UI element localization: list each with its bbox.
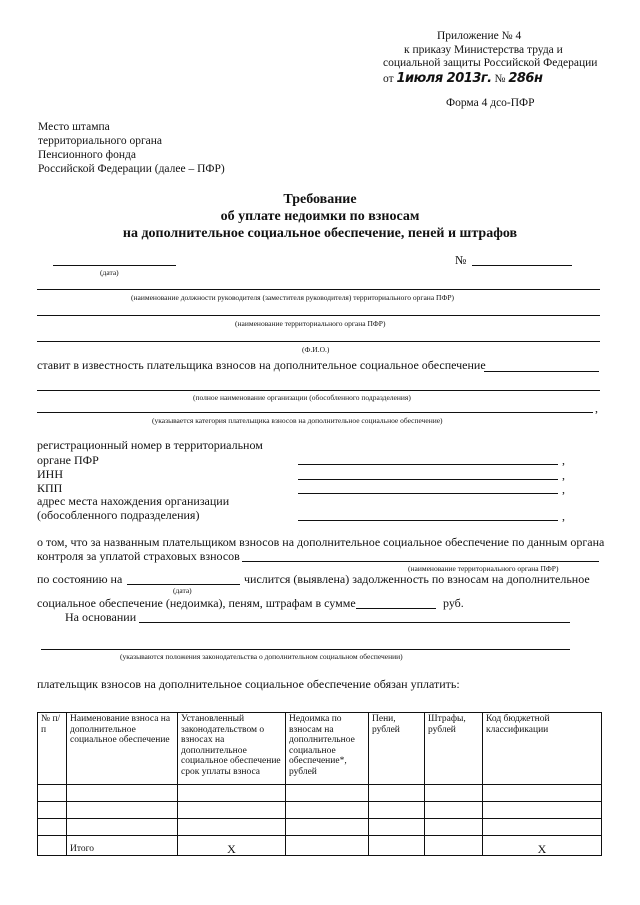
legislation-field[interactable] bbox=[41, 649, 570, 650]
table-total-row bbox=[38, 836, 602, 856]
total-x-mark-1: Х bbox=[178, 836, 286, 856]
table-row bbox=[38, 819, 602, 836]
date-prefix: от bbox=[383, 73, 394, 85]
legislation-caption: (указываются положения законодательства о дополнительном социальном обеспечении) bbox=[120, 652, 403, 661]
cell[interactable] bbox=[67, 802, 178, 819]
stamp-line-2: территориального органа bbox=[38, 135, 163, 147]
header-contribution-name: Наименование взноса на дополнительное социальное обеспечение bbox=[67, 713, 178, 785]
fio-caption: (Ф.И.О.) bbox=[302, 345, 330, 354]
para-2-end: числится (выявлена) задолженность по взносам на дополнительное bbox=[244, 572, 590, 586]
reg-number-field[interactable] bbox=[298, 464, 558, 465]
organ-name-line[interactable] bbox=[37, 315, 600, 316]
total-arrears-cell[interactable] bbox=[286, 836, 369, 856]
total-fines-cell[interactable] bbox=[425, 836, 483, 856]
cell[interactable] bbox=[38, 785, 67, 802]
cell[interactable] bbox=[369, 802, 425, 819]
informs-text: ставит в известность плательщика взносов на дополнительное социальное обеспечение bbox=[37, 358, 486, 372]
cell[interactable] bbox=[286, 802, 369, 819]
reg-number-label: регистрационный номер в территориальном bbox=[37, 438, 263, 452]
cell[interactable] bbox=[425, 819, 483, 836]
header-penalties: Пени, рублей bbox=[369, 713, 425, 785]
cell[interactable] bbox=[369, 785, 425, 802]
cell bbox=[38, 836, 67, 856]
cell[interactable] bbox=[483, 819, 602, 836]
payer-category-line[interactable] bbox=[37, 412, 593, 413]
cell[interactable] bbox=[178, 785, 286, 802]
amount-field[interactable] bbox=[356, 608, 436, 609]
cell[interactable] bbox=[483, 785, 602, 802]
table-row bbox=[38, 802, 602, 819]
basis-field[interactable] bbox=[139, 622, 570, 623]
stamp-line-4: Российской Федерации (далее – ПФР) bbox=[38, 163, 225, 175]
para-3-start: социальное обеспечение (недоимка), пеням, штрафам в сумме bbox=[37, 596, 356, 610]
cell[interactable] bbox=[67, 819, 178, 836]
kpp-label: КПП bbox=[37, 481, 63, 495]
comma: , bbox=[595, 401, 598, 415]
cell[interactable] bbox=[286, 785, 369, 802]
fio-line[interactable] bbox=[37, 341, 600, 342]
total-label: Итого bbox=[67, 836, 178, 856]
comma: , bbox=[562, 468, 565, 482]
cell[interactable] bbox=[369, 819, 425, 836]
header-due-date: Установленный законодательством о взносах на дополнительное социальное обеспечение срок уплаты взноса bbox=[178, 713, 286, 785]
cell[interactable] bbox=[178, 802, 286, 819]
as-of-date-field[interactable] bbox=[127, 584, 240, 585]
cell[interactable] bbox=[425, 785, 483, 802]
number-sign: № bbox=[455, 253, 467, 267]
header-arrears: Недоимка по взносам на дополнительное социальное обеспечение*, рублей bbox=[286, 713, 369, 785]
form-code: Форма 4 дсо-ПФР bbox=[446, 97, 535, 109]
document-title-line-2: об уплате недоимки по взносам bbox=[220, 209, 420, 224]
head-position-line[interactable] bbox=[37, 289, 600, 290]
payer-category-caption: (указывается категория плательщика взносов на дополнительное социальное обеспечение) bbox=[152, 416, 443, 425]
address-label: адрес места нахождения организации bbox=[37, 494, 230, 508]
cell[interactable] bbox=[483, 802, 602, 819]
cell[interactable] bbox=[38, 802, 67, 819]
address-field[interactable] bbox=[298, 520, 558, 521]
kpp-field[interactable] bbox=[298, 493, 558, 494]
document-title: Требование bbox=[283, 192, 357, 207]
document-title-line-3: на дополнительное социальное обеспечение, пеней и штрафов bbox=[122, 226, 518, 241]
appendix-order-ref: к приказу Министерства труда и bbox=[404, 44, 563, 56]
comma: , bbox=[562, 509, 565, 523]
cell[interactable] bbox=[425, 802, 483, 819]
appendix-ministry: социальной защиты Российской Федерации bbox=[383, 57, 598, 69]
org-name-line[interactable] bbox=[37, 390, 600, 391]
obliged-text: плательщик взносов на дополнительное социальное обеспечение обязан уплатить: bbox=[37, 677, 460, 691]
reg-number-label-2: органе ПФР bbox=[37, 453, 99, 467]
organ-name-caption: (наименование территориального органа ПФР) bbox=[235, 319, 386, 328]
comma: , bbox=[562, 482, 565, 496]
header-number: № п/п bbox=[38, 713, 67, 785]
para-1-line-1: о том, что за названным плательщиком взносов на дополнительное социальное обеспечение по данным органа bbox=[37, 535, 605, 549]
informs-field-line[interactable] bbox=[484, 371, 599, 372]
stamp-line-1: Место штампа bbox=[38, 121, 110, 133]
total-x-mark-2: Х bbox=[483, 836, 602, 856]
date-caption-2: (дата) bbox=[173, 586, 192, 595]
header-fines: Штрафы, рублей bbox=[425, 713, 483, 785]
rub-label: руб. bbox=[443, 596, 464, 610]
table-row bbox=[38, 785, 602, 802]
stamp-line-3: Пенсионного фонда bbox=[38, 149, 136, 161]
total-penalties-cell[interactable] bbox=[369, 836, 425, 856]
appendix-date-line bbox=[383, 71, 542, 86]
cell[interactable] bbox=[38, 819, 67, 836]
org-name-caption: (полное наименование организации (обособленного подразделения) bbox=[193, 393, 411, 402]
cell[interactable] bbox=[178, 819, 286, 836]
number-field-line[interactable] bbox=[472, 265, 572, 266]
address-label-2: (обособленного подразделения) bbox=[37, 508, 200, 522]
para-1-line-2: контроля за уплатой страховых взносов bbox=[37, 549, 240, 563]
number-prefix: № bbox=[494, 73, 506, 85]
control-organ-field[interactable] bbox=[242, 561, 599, 562]
comma: , bbox=[562, 453, 565, 467]
table-header-row bbox=[38, 713, 602, 785]
inn-field[interactable] bbox=[298, 479, 558, 480]
appendix-number: Приложение № 4 bbox=[437, 30, 522, 42]
cell[interactable] bbox=[286, 819, 369, 836]
inn-label: ИНН bbox=[37, 467, 63, 481]
control-organ-caption: (наименование территориального органа ПФР) bbox=[408, 564, 559, 573]
header-budget-code: Код бюджетной классификации bbox=[483, 713, 602, 785]
basis-label: На основании bbox=[65, 610, 137, 624]
date-caption: (дата) bbox=[100, 268, 119, 277]
payment-table bbox=[37, 712, 602, 856]
head-position-caption: (наименование должности руководителя (заместителя руководителя) территориального органа ПФР) bbox=[131, 293, 455, 302]
date-field-line[interactable] bbox=[53, 265, 176, 266]
cell[interactable] bbox=[67, 785, 178, 802]
para-2-start: по состоянию на bbox=[37, 572, 123, 586]
handwritten-number: 286н bbox=[508, 71, 543, 86]
handwritten-date: 1июля 2013г. bbox=[396, 71, 492, 86]
